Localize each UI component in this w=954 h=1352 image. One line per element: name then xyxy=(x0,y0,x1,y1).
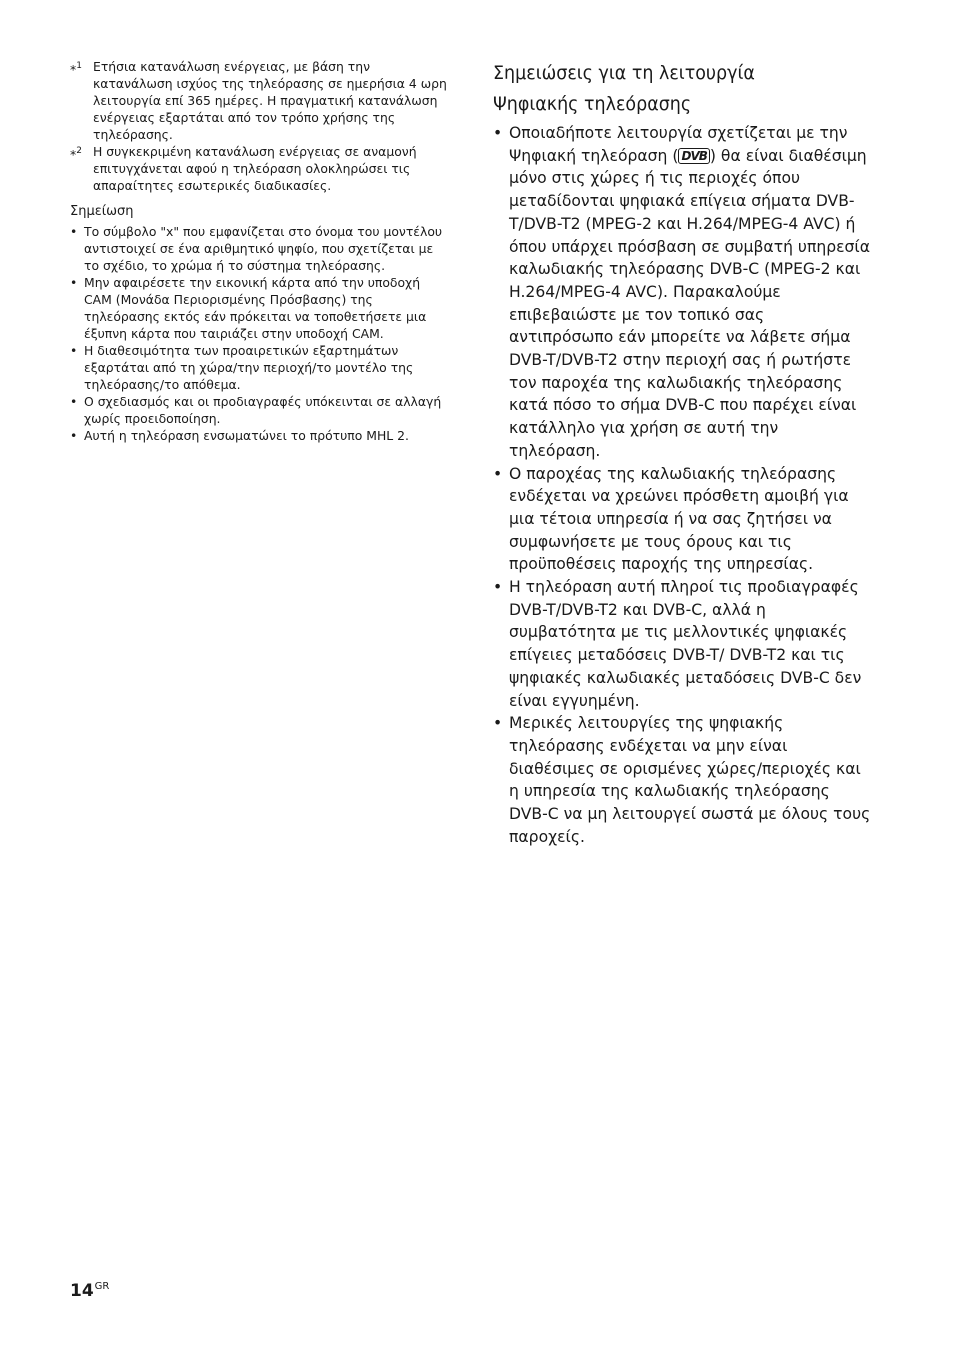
bullet-icon: • xyxy=(493,464,503,483)
bullet-icon: • xyxy=(493,714,503,733)
footnote-2 xyxy=(70,143,450,194)
bullet-icon: • xyxy=(70,343,78,358)
bullet-icon: • xyxy=(493,578,503,597)
bullet-icon: • xyxy=(70,428,78,443)
section-title xyxy=(493,58,879,120)
page-language: GR xyxy=(94,1281,110,1292)
note-list xyxy=(70,223,450,444)
list-item: • Μερικές λειτουργίες της ψηφιακής τηλεόρασης ενδέχεται να μην είναι διαθέσιμες σε ορισμένες χώρες/περιοχές και η υπηρεσία της καλωδιακής τηλεόρασης DVB-C να μη λειτουργεί σωστά με όλους τους παροχείς. xyxy=(493,714,871,846)
bullet-icon: • xyxy=(493,124,503,142)
bullet-icon: • xyxy=(70,224,78,239)
note-heading: Σημείωση xyxy=(70,204,134,219)
right-column xyxy=(493,58,871,849)
list-item: • Η τηλεόραση αυτή πληροί τις προδιαγραφές DVB-T/DVB-T2 και DVB-C, αλλά η συμβατότητα με τις μελλοντικές ψηφιακές επίγειες μεταδόσεις DVB-T/ DVB-T2 και τις ψηφιακές καλωδιακές μεταδόσεις DVB-C δεν είναι εγγυημένη. xyxy=(493,578,862,710)
list-item: • Μην αφαιρέσετε την εικονική κάρτα από την υποδοχή CAM (Μονάδα Περιορισμένης Πρόσβασης) της τηλεόρασης εκτός εάν πρόκειται να τοποθετήσετε μια έξυπνη κάρτα που ταιριάζει στην υποδοχή CAM. xyxy=(70,275,427,341)
footnote-text-2: Η συγκεκριμένη κατανάλωση ενέργειας σε αναμονή επιτυγχάνεται αφού η τηλεόραση ολοκληρώσει τις απαραίτητες εσωτερικές διαδικασίες. xyxy=(93,144,417,193)
section-title-line-1: Σημειώσεις για τη λειτουργία xyxy=(493,62,755,84)
bullet-icon: • xyxy=(70,394,78,409)
page-number: $14^{GR}$ xyxy=(70,1281,110,1301)
footnote-marker-2: *$^2$ xyxy=(70,146,82,162)
section-title-line-2: Ψηφιακής τηλεόρασης xyxy=(493,93,692,115)
list-item: • Ο σχεδιασμός και οι προδιαγραφές υπόκεινται σε αλλαγή χωρίς προειδοποίηση. xyxy=(70,394,442,426)
list-item: • Οποιαδήποτε λειτουργία σχετίζεται με την Ψηφιακή τηλεόραση ( DVB ) θα είναι διαθέσιμη μόνο στις χώρες ή τις περιοχές όπου μεταδίδονται ψηφιακά επίγεια σήματα DVB-T/DVB-T2 (MPEG-2 και H.264/MPEG-4 AVC) ή όπου υπάρχει πρόσβαση σε συμβατή υπηρεσία καλωδιακής τηλεόρασης DVB-C (MPEG-2 και H.264/MPEG-4 AVC). Παρακαλούμε επιβεβαιώστε με τον τοπικό σας αντιπρόσωπο εάν μπορείτε να λάβετε σήμα DVB-T/DVB-T2 στην περιοχή σας ή ρωτήστε τον παροχέα της καλωδιακής τηλεόρασης κατά πόσο το σήμα DVB-C που παρέχει είναι κατάλληλο για χρήση σε αυτή την τηλεόραση. xyxy=(493,124,870,460)
dvb-logo-icon: DVB xyxy=(678,148,709,164)
footnote-marker-1: *$^1$ xyxy=(70,61,82,77)
list-item: • Αυτή η τηλεόραση ενσωματώνει το πρότυπο MHL 2. xyxy=(70,428,409,443)
footnote-text-1: Ετήσια κατανάλωση ενέργειας, με βάση την κατανάλωση ισχύος της τηλεόρασης σε ημερήσια 4 ωρη λειτουργία επί 365 ημέρες. Η πραγματική κατανάλωση ενέργειας εξαρτάται από τον τρόπο χρήσης της τηλεόρασης. xyxy=(93,59,447,142)
list-item: • Η διαθεσιμότητα των προαιρετικών εξαρτημάτων εξαρτάται από τη χώρα/την περιοχή/το μοντέλο της τηλεόρασης/το απόθεμα. xyxy=(70,343,414,392)
list-item: • Ο παροχέας της καλωδιακής τηλεόρασης ενδέχεται να χρεώνει πρόσθετη αμοιβή για μια τέτοια υπηρεσία ή να σας ζητήσει να συμφωνήσετε με τους όρους και τις προϋποθέσεις παροχής της υπηρεσίας. xyxy=(493,464,849,574)
footnote-1 xyxy=(70,58,450,143)
bullet-icon: • xyxy=(70,275,78,290)
digital-tv-notes-list xyxy=(493,122,871,849)
list-item: • Το σύμβολο "x" που εμφανίζεται στο όνομα του μοντέλου αντιστοιχεί σε ένα αριθμητικό ψηφίο, που σχετίζεται με το σχέδιο, το χρώμα ή το σύστημα τηλεόρασης. xyxy=(70,224,443,273)
left-column xyxy=(70,58,450,444)
